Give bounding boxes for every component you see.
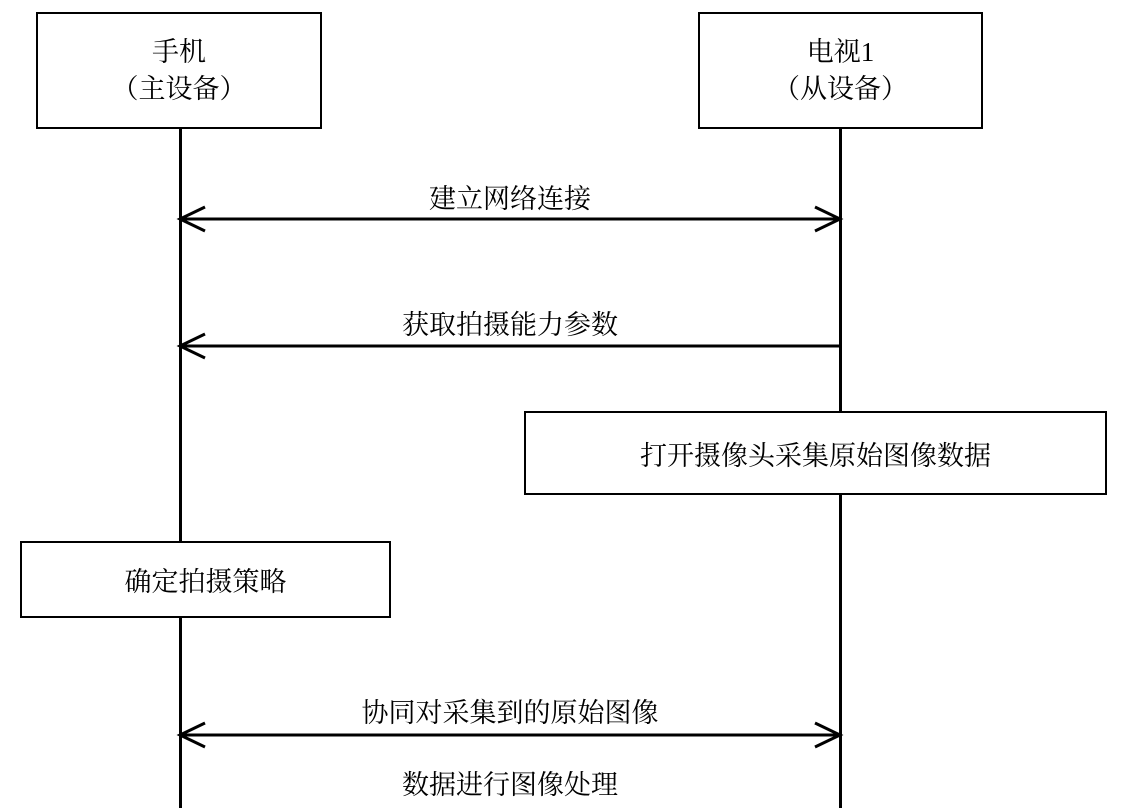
actor-box-phone xyxy=(36,12,322,129)
actor-phone-role: （主设备） xyxy=(111,73,247,104)
message-label-collaborative-processing-line1: 协同对采集到的原始图像 xyxy=(361,698,659,728)
actor-phone-title: 手机 xyxy=(152,37,206,68)
actor-box-tv1 xyxy=(698,12,983,129)
actor-tv1-title: 电视1 xyxy=(806,37,875,68)
action-box-determine-capture-strategy: 确定拍摄策略 xyxy=(20,541,391,618)
message-label-establish-connection: 建立网络连接 xyxy=(429,184,591,214)
action-box-open-camera-capture: 打开摄像头采集原始图像数据 xyxy=(524,411,1107,495)
message-label-get-capture-params: 获取拍摄能力参数 xyxy=(402,310,618,340)
message-label-collaborative-processing-line2: 数据进行图像处理 xyxy=(402,770,618,800)
actor-tv1-role: （从设备） xyxy=(773,73,908,104)
